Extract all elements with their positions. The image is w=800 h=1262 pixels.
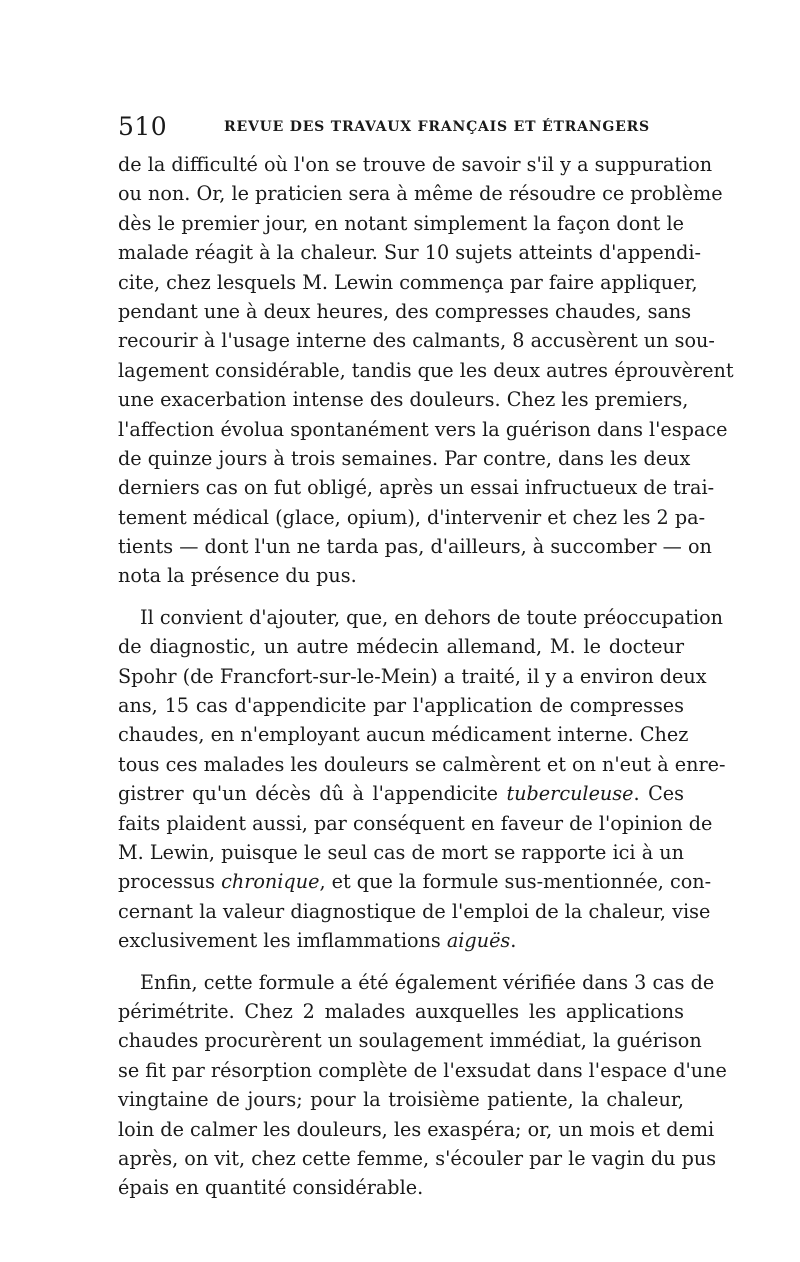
- text-line: épais en quantité considérable.: [118, 1176, 424, 1200]
- text-line: l'affection évolua spontanément vers la guérison dans l'espace: [118, 417, 728, 441]
- text-line: pendant une à deux heures, des compresses chaudes, sans: [118, 299, 692, 323]
- text-line: [118, 779, 684, 808]
- text-line: de quinze jours à trois semaines. Par contre, dans les deux: [118, 446, 691, 470]
- text-line: derniers cas on fut obligé, après un essai infructueux de trai-: [118, 476, 715, 500]
- text-line: une exacerbation intense des douleurs. Chez les premiers,: [118, 388, 689, 412]
- text-line: de diagnostic, un autre médecin allemand, M. le docteur: [118, 635, 684, 659]
- text-line: Il convient d'ajouter, que, en dehors de toute préoccupation: [140, 605, 724, 629]
- italic-term: chronique: [221, 870, 320, 894]
- text-line: tous ces malades les douleurs se calmèrent et on n'eut à enre-: [118, 752, 726, 776]
- text-line: chaudes procurèrent un soulagement immédiat, la guérison: [118, 1029, 702, 1053]
- running-title: REVUE DES TRAVAUX FRANÇAIS ET ÉTRANGERS: [224, 119, 650, 135]
- text-line: nota la présence du pus.: [118, 564, 357, 588]
- text-line: tients — dont l'un ne tarda pas, d'ailleurs, à succomber — on: [118, 535, 712, 559]
- text-line: chaudes, en n'employant aucun médicament interne. Chez: [118, 723, 689, 747]
- text-line: cite, chez lesquels M. Lewin commença par faire appliquer,: [118, 270, 698, 294]
- text-line: ans, 15 cas d'appendicite par l'application de compresses: [118, 694, 684, 718]
- text-line: après, on vit, chez cette femme, s'écouler par le vagin du pus: [118, 1146, 717, 1170]
- text-line: [118, 926, 684, 955]
- paragraph-3: [118, 968, 727, 1203]
- text-line: recourir à l'usage interne des calmants, 8 accusèrent un sou-: [118, 329, 715, 353]
- paragraph-2: [118, 603, 726, 956]
- text-line: faits plaident aussi, par conséquent en faveur de l'opinion de: [118, 811, 713, 835]
- text-line: périmétrite. Chez 2 malades auxquelles les applications: [118, 999, 684, 1023]
- text-line: de la difficulté où l'on se trouve de savoir s'il y a suppuration: [118, 153, 713, 176]
- italic-term: aiguës: [446, 929, 511, 953]
- text-line: Enfin, cette formule a été également vérifiée dans 3 cas de: [140, 970, 715, 994]
- text-line: M. Lewin, puisque le seul cas de mort se rapporte ici à un: [118, 840, 684, 864]
- text-line: loin de calmer les douleurs, les exaspéra; or, un mois et demi: [118, 1117, 715, 1141]
- text-line: [118, 867, 712, 896]
- text-run: processus: [118, 870, 222, 894]
- text-line: dès le premier jour, en notant simplement la façon dont le: [118, 211, 684, 235]
- text-line: Spohr (de Francfort-sur-le-Mein) a traité, il y a environ deux: [118, 664, 707, 688]
- text-line: malade réagit à la chaleur. Sur 10 sujets atteints d'appendi-: [118, 241, 702, 265]
- text-line: lagement considérable, tandis que les deux autres éprouvèrent: [118, 358, 734, 382]
- text-line: cernant la valeur diagnostique de l'emploi de la chaleur, vise: [118, 899, 711, 923]
- page-header: [114, 112, 684, 146]
- text-run: gistrer qu'un décès dû à l'appendicite: [118, 782, 507, 806]
- text-run: exclusivement les imflammations: [118, 929, 447, 953]
- body-text: [118, 150, 734, 1203]
- text-line: se fit par résorption complète de l'exsudat dans l'espace d'une: [118, 1058, 727, 1082]
- text-line: tement médical (glace, opium), d'intervenir et chez les 2 pa-: [118, 505, 706, 529]
- page-number: 510: [118, 112, 168, 141]
- book-page: [114, 112, 734, 1200]
- text-run: . Ces: [633, 782, 684, 806]
- text-line: vingtaine de jours; pour la troisième patiente, la chaleur,: [118, 1088, 684, 1112]
- text-run: .: [510, 929, 517, 953]
- text-run: , et que la formule sus-mentionnée, con-: [319, 870, 712, 894]
- text-line: ou non. Or, le praticien sera à même de résoudre ce problème: [118, 182, 723, 206]
- italic-term: tuberculeuse: [506, 782, 634, 806]
- paragraph-1: [118, 150, 734, 591]
